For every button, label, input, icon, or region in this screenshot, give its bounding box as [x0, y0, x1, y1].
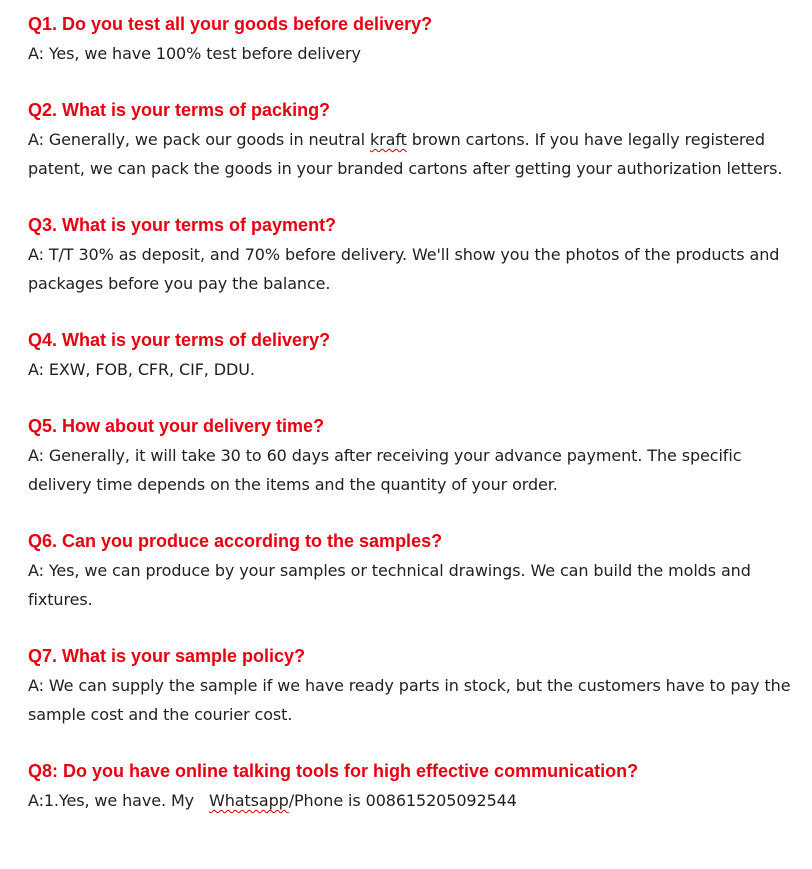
question-heading: Q2. What is your terms of packing?: [28, 100, 331, 120]
answer-text-end: brown cartons. If you have legally registered patent, we can pack the goods in your branded cartons after getting your authorization letters.: [28, 130, 783, 178]
answer-text: A: Yes, we have 100% test before delivery: [28, 44, 361, 63]
faq-item-q2: [28, 96, 808, 183]
answer-text: A: Yes, we can produce by your samples or technical drawings. We can build the molds and fixtures.: [28, 561, 751, 609]
faq-item-q7: [28, 642, 808, 729]
faq-item-q3: [28, 211, 808, 298]
spellcheck-flagged-word[interactable]: kraft: [370, 130, 407, 149]
spellcheck-flagged-word[interactable]: Whatsapp: [209, 791, 289, 810]
answer-text: A: Generally, it will take 30 to 60 days after receiving your advance payment. The specific delivery time depends on the items and the quantity of your order.: [28, 446, 742, 494]
faq-item-q8: [28, 757, 808, 815]
faq-item-q5: [28, 412, 808, 499]
faq-item-q4: [28, 326, 808, 384]
question-heading: Q6. Can you produce according to the samples?: [28, 531, 443, 551]
answer-text: [28, 125, 808, 183]
faq-item-q1: [28, 10, 808, 68]
answer-text: A: We can supply the sample if we have ready parts in stock, but the customers have to pay the sample cost and the courier cost.: [28, 676, 791, 724]
question-heading: Q8: Do you have online talking tools for high effective communication?: [28, 761, 639, 781]
faq-item-q6: [28, 527, 808, 614]
question-heading: Q7. What is your sample policy?: [28, 646, 306, 666]
question-heading: Q3. What is your terms of payment?: [28, 215, 337, 235]
faq-list: [28, 10, 808, 815]
answer-text: A: EXW, FOB, CFR, CIF, DDU.: [28, 360, 255, 379]
question-heading: Q4. What is your terms of delivery?: [28, 330, 331, 350]
answer-text-end: /Phone is 008615205092544: [288, 791, 517, 810]
question-heading: Q5. How about your delivery time?: [28, 416, 325, 436]
question-heading: Q1. Do you test all your goods before delivery?: [28, 14, 433, 34]
answer-text-start: A: Generally, we pack our goods in neutral: [28, 130, 370, 149]
answer-text: A: T/T 30% as deposit, and 70% before delivery. We'll show you the photos of the products and packages before you pay the balance.: [28, 245, 780, 293]
answer-text: [28, 786, 808, 815]
answer-text-start: A:1.Yes, we have. My: [28, 791, 209, 810]
